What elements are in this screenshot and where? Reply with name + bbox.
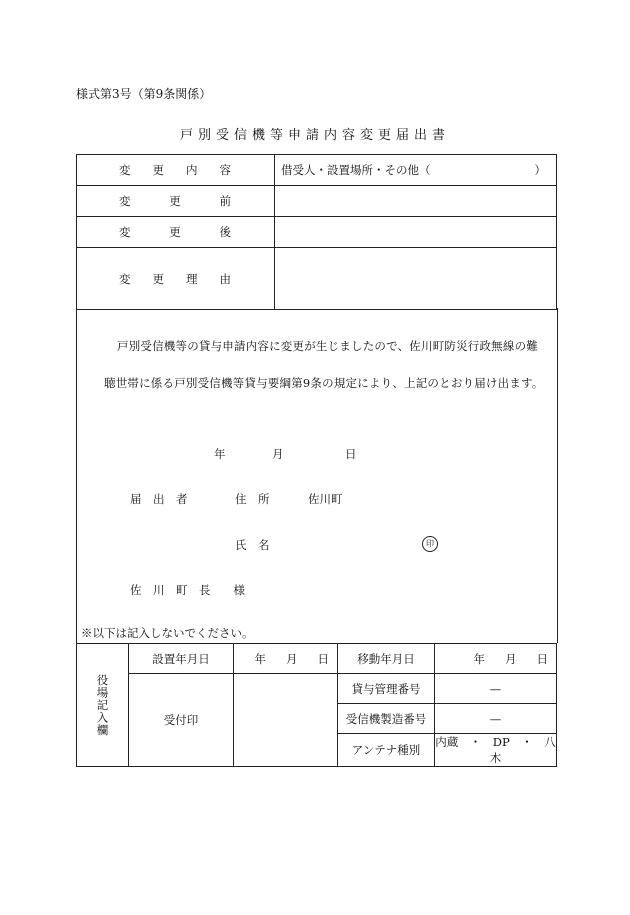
move-date-label: 移動年月日	[338, 644, 435, 674]
receipt-stamp-field[interactable]	[234, 674, 338, 767]
table-row	[77, 644, 557, 674]
address-value[interactable]: 佐川町	[308, 492, 343, 506]
office-use-table	[76, 643, 557, 767]
change-reason-field[interactable]	[275, 248, 557, 310]
applicant-label: 届 出 者	[130, 492, 188, 506]
loan-number-label: 貸与管理番号	[338, 674, 435, 704]
date-month-label: 月	[272, 447, 284, 461]
change-content-field[interactable]: 借受人・設置場所・その他（ ）	[275, 155, 557, 186]
serial-number-field[interactable]: —	[435, 704, 557, 734]
office-use-note: ※以下は記入しないでください。	[81, 626, 254, 640]
table-row	[77, 217, 557, 248]
move-date-field[interactable]: 年 月 日	[435, 644, 557, 674]
address-label: 住 所	[235, 492, 270, 506]
document-title: 戸別受信機等申請内容変更届出書	[179, 128, 450, 143]
date-day-label: 日	[345, 447, 357, 461]
table-row	[77, 186, 557, 217]
declaration-text: 戸別受信機等の貸与申請内容に変更が生じましたので、佐川町防災行政無線の難聴世帯に係る戸別受信機等貸与要綱第9条の規定により、上記のとおり届け出ます。	[104, 339, 544, 390]
change-details-table	[76, 154, 557, 310]
table-row	[77, 674, 557, 704]
table-row	[77, 248, 557, 310]
change-reason-label: 変 更 理 由	[77, 248, 275, 310]
table-row	[77, 155, 557, 186]
date-year-label: 年	[214, 447, 226, 461]
after-change-label: 変 更 後	[77, 217, 275, 248]
antenna-type-options[interactable]: 内蔵 ・ DP ・ 八木	[435, 735, 556, 765]
serial-number-label: 受信機製造番号	[338, 704, 435, 734]
form-number-label: 様式第3号（第9条関係）	[76, 87, 212, 101]
receipt-stamp-label: 受付印	[129, 674, 234, 767]
change-content-label: 変 更 内 容	[77, 155, 275, 186]
change-content-options: 借受人・設置場所・その他（	[281, 163, 431, 177]
after-change-field[interactable]	[275, 217, 557, 248]
before-change-label: 変 更 前	[77, 186, 275, 217]
install-date-label: 設置年月日	[129, 644, 234, 674]
office-use-heading: 役場記入欄	[77, 644, 129, 767]
install-date-field[interactable]: 年 月 日	[234, 644, 338, 674]
name-label: 氏 名	[235, 538, 270, 552]
seal-mark: 印	[422, 536, 438, 552]
antenna-type-label: アンテナ種別	[338, 734, 435, 767]
before-change-field[interactable]	[275, 186, 557, 217]
addressee-text: 佐 川 町 長 様	[130, 583, 245, 597]
loan-number-field[interactable]: —	[435, 674, 557, 704]
